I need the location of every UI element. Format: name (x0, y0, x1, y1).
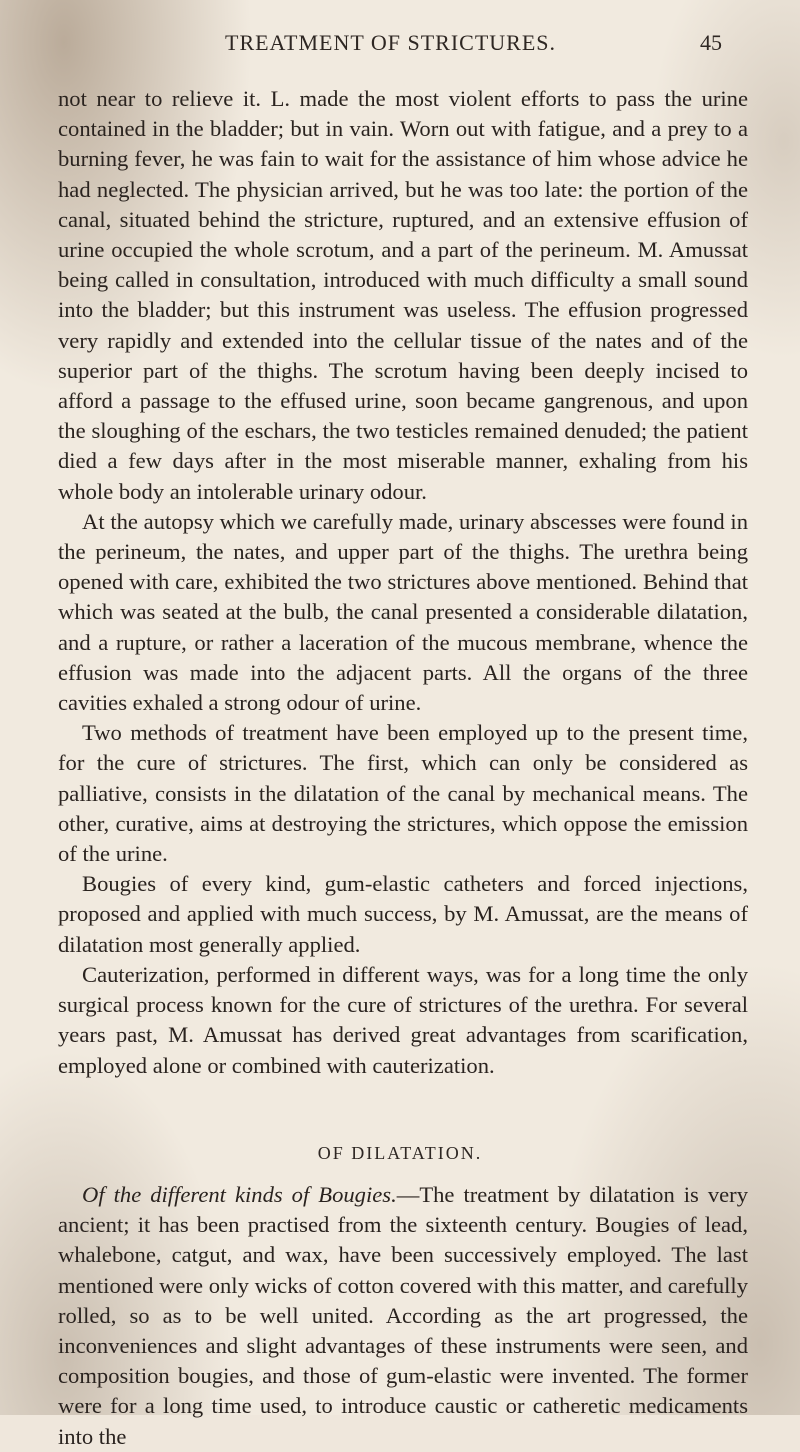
running-head: TREATMENT OF STRICTURES. (225, 30, 557, 55)
section-heading: OF DILATATION. (317, 1143, 483, 1163)
paragraph-4: Bougies of every kind, gum-elastic catheters and forced injections, proposed and applied with much success, by M. Amussat, are the means of dilatation most generally applied. (58, 871, 748, 957)
paragraph-3: Two methods of treatment have been employed up to the present time, for the cure of strictures. The first, which can only be considered as palliative, consists in the dilatation of the canal by mechanical means. The other, curative, aims at destroying the strictures, which oppose the emission of the urine. (58, 720, 748, 867)
paragraph-1: not near to relieve it. L. made the most violent efforts to pass the urine contained in the bladder; but in vain. Worn out with fatigue, and a prey to a burning fever, he was fain to wait for the assistance of him whose advice he had neglected. The physician arrived, but he was too late: the portion of the canal, situated behind the stricture, ruptured, and an extensive effusion of urine occupied the whole scrotum, and a part of the perineum. M. Amussat being called in consultation, introduced with much difficulty a small sound into the bladder; but this instrument was useless. The effusion progressed very rapidly and extended into the cellular tissue of the nates and of the superior part of the thighs. The scrotum having been deeply incised to afford a passage to the effused urine, soon became gangrenous, and upon the sloughing of the eschars, the two testicles remained denuded; the patient died a few days after in the most miserable manner, exhaling from his whole body an intolerable urinary odour. (58, 86, 748, 504)
section-body (58, 1180, 748, 1452)
body-text (58, 84, 748, 1081)
section-paragraph (58, 1180, 748, 1452)
paragraph-5: Cauterization, performed in different ways, was for a long time the only surgical process known for the cure of strictures of the urethra. For several years past, M. Amussat has derived great advantages from scarification, employed alone or combined with cauterization. (58, 961, 748, 1078)
section-paragraph-text: —The treatment by dilatation is very ancient; it has been practised from the sixteenth century. Bougies of lead, whalebone, catgut, and wax, have been successively employed. The last mentioned were only wicks of cotton covered with this matter, and carefully rolled, so as to be well united. According as the art progressed, the inconveniences and slight advantages of these instruments were seen, and composition bougies, and those of gum-elastic were invented. The former were for a long time used, to introduce caustic or catheretic medicaments into the (58, 1182, 748, 1449)
paragraph-2: At the autopsy which we carefully made, urinary abscesses were found in the perineum, the nates, and upper part of the thighs. The urethra being opened with care, exhibited the two strictures above mentioned. Behind that which was seated at the bulb, the canal presented a considerable dilatation, and a rupture, or rather a laceration of the mucous membrane, whence the effusion was made into the adjacent parts. All the organs of the three cavities exhaled a strong odour of urine. (58, 508, 748, 716)
section-lead-italic: Of the different kinds of Bougies. (82, 1182, 397, 1207)
page-number: 45 (700, 30, 722, 55)
page-header (0, 28, 800, 68)
